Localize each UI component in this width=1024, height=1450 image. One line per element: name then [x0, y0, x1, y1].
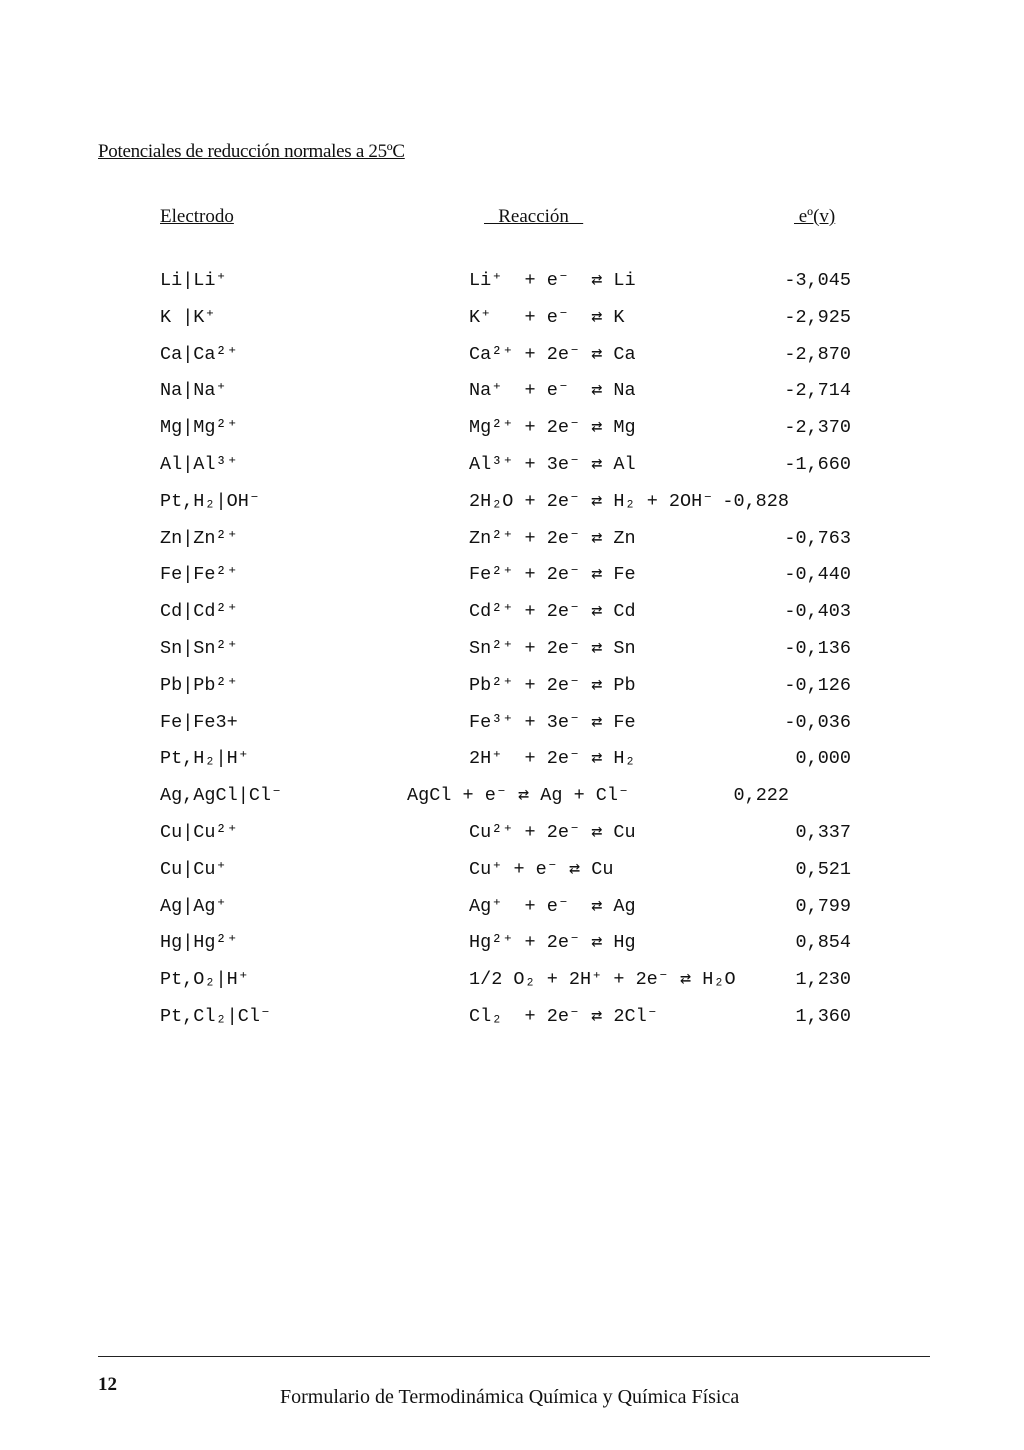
electrode-cell: Na|Na⁺: [160, 380, 227, 402]
electrode-cell: Pt,O₂|H⁺: [160, 969, 249, 991]
potential-cell: -0,403: [784, 601, 851, 623]
table-row: [0, 705, 1024, 742]
column-header-reaccion: Reacción: [484, 206, 584, 227]
potential-cell: -2,714: [784, 380, 851, 402]
electrode-cell: Ag,AgCl|Cl⁻: [160, 785, 283, 807]
electrode-cell: Al|Al³⁺: [160, 453, 238, 475]
electrode-cell: Mg|Mg²⁺: [160, 417, 238, 439]
electrode-cell: Ag|Ag⁺: [160, 895, 227, 917]
table-row: [0, 447, 1024, 484]
table-row: [0, 852, 1024, 889]
table-row: [0, 263, 1024, 300]
electrode-cell: Ca|Ca²⁺: [160, 343, 238, 365]
electrode-cell: Hg|Hg²⁺: [160, 932, 238, 954]
electrode-cell: Li|Li⁺: [160, 270, 227, 291]
reaction-cell: Cu⁺ + e⁻ ⇄ Cu: [469, 858, 614, 880]
table-row: [0, 521, 1024, 558]
electrode-cell: K |K⁺: [160, 306, 216, 328]
reaction-cell: Cd²⁺ + 2e⁻ ⇄ Cd: [469, 601, 636, 623]
reaction-cell: Cl₂ + 2e⁻ ⇄ 2Cl⁻: [469, 1005, 658, 1027]
table-row: [0, 373, 1024, 410]
potential-cell: -0,828: [722, 490, 789, 512]
electrode-cell: Cu|Cu²⁺: [160, 821, 238, 843]
reaction-cell: Zn²⁺ + 2e⁻ ⇄ Zn: [469, 527, 636, 549]
table-row: [0, 557, 1024, 594]
reaction-cell: Cu²⁺ + 2e⁻ ⇄ Cu: [469, 821, 636, 843]
table-row: [0, 668, 1024, 705]
potential-cell: 0,000: [795, 748, 851, 770]
electrode-cell: Fe|Fe²⁺: [160, 564, 238, 586]
electrode-cell: Sn|Sn²⁺: [160, 637, 238, 659]
reaction-cell: 2H⁺ + 2e⁻ ⇄ H₂: [469, 748, 636, 770]
table-row: [0, 631, 1024, 668]
reaction-cell: 1/2 O₂ + 2H⁺ + 2e⁻ ⇄ H₂O: [469, 969, 736, 991]
reaction-cell: Hg²⁺ + 2e⁻ ⇄ Hg: [469, 932, 636, 954]
table-row: [0, 815, 1024, 852]
electrode-cell: Cu|Cu⁺: [160, 858, 227, 880]
electrode-cell: Pt,Cl₂|Cl⁻: [160, 1005, 272, 1027]
electrode-cell: Fe|Fe3+: [160, 711, 238, 733]
reaction-cell: Pb²⁺ + 2e⁻ ⇄ Pb: [469, 674, 636, 696]
potential-cell: 0,854: [795, 932, 851, 954]
footer-divider: [98, 1356, 930, 1357]
column-header-potential: eº(v): [794, 206, 836, 227]
potential-cell: 0,521: [795, 858, 851, 880]
electrode-cell: Pt,H₂|OH⁻: [160, 490, 260, 512]
reaction-cell: Mg²⁺ + 2e⁻ ⇄ Mg: [469, 417, 636, 439]
table-row: [0, 741, 1024, 778]
potential-cell: 1,360: [795, 1005, 851, 1027]
table-row: [0, 484, 1024, 521]
reaction-cell: Ag⁺ + e⁻ ⇄ Ag: [469, 895, 636, 917]
table-row: [0, 962, 1024, 999]
table-row: [0, 410, 1024, 447]
potential-cell: -2,925: [784, 306, 851, 328]
reaction-cell: AgCl + e⁻ ⇄ Ag + Cl⁻: [407, 785, 630, 807]
potential-cell: 0,337: [795, 821, 851, 843]
reaction-cell: Fe³⁺ + 3e⁻ ⇄ Fe: [469, 711, 636, 733]
table-row: [0, 925, 1024, 962]
potential-cell: -2,370: [784, 417, 851, 439]
table-row: [0, 337, 1024, 374]
potential-cell: 0,799: [795, 895, 851, 917]
reaction-cell: Na⁺ + e⁻ ⇄ Na: [469, 380, 636, 402]
electrode-cell: Pb|Pb²⁺: [160, 674, 238, 696]
potential-cell: -2,870: [784, 343, 851, 365]
potential-cell: 1,230: [795, 969, 851, 991]
potential-cell: 0,222: [733, 785, 789, 807]
column-header-electrodo: Electrodo: [160, 206, 234, 227]
electrode-cell: Cd|Cd²⁺: [160, 601, 238, 623]
potential-cell: -0,440: [784, 564, 851, 586]
potential-cell: -0,036: [784, 711, 851, 733]
table-row: [0, 889, 1024, 926]
potential-cell: -0,136: [784, 637, 851, 659]
electrode-cell: Pt,H₂|H⁺: [160, 748, 249, 770]
reaction-cell: Fe²⁺ + 2e⁻ ⇄ Fe: [469, 564, 636, 586]
footer-title: Formulario de Termodinámica Química y Química Física: [280, 1386, 740, 1408]
potential-cell: -0,763: [784, 527, 851, 549]
potentials-table: [0, 263, 1024, 1036]
table-row: [0, 778, 1024, 815]
potential-cell: -1,660: [784, 453, 851, 475]
table-row: [0, 300, 1024, 337]
table-row: [0, 999, 1024, 1036]
table-row: [0, 594, 1024, 631]
reaction-cell: Li⁺ + e⁻ ⇄ Li: [469, 270, 636, 291]
reaction-cell: Ca²⁺ + 2e⁻ ⇄ Ca: [469, 343, 636, 365]
page-title: Potenciales de reducción normales a 25ºC: [98, 141, 405, 162]
reaction-cell: Sn²⁺ + 2e⁻ ⇄ Sn: [469, 637, 636, 659]
potential-cell: -3,045: [784, 270, 851, 291]
page-number: 12: [98, 1374, 117, 1395]
reaction-cell: K⁺ + e⁻ ⇄ K: [469, 306, 625, 328]
potential-cell: -0,126: [784, 674, 851, 696]
reaction-cell: Al³⁺ + 3e⁻ ⇄ Al: [469, 453, 636, 475]
reaction-cell: 2H₂O + 2e⁻ ⇄ H₂ + 2OH⁻: [469, 490, 714, 512]
electrode-cell: Zn|Zn²⁺: [160, 527, 238, 549]
